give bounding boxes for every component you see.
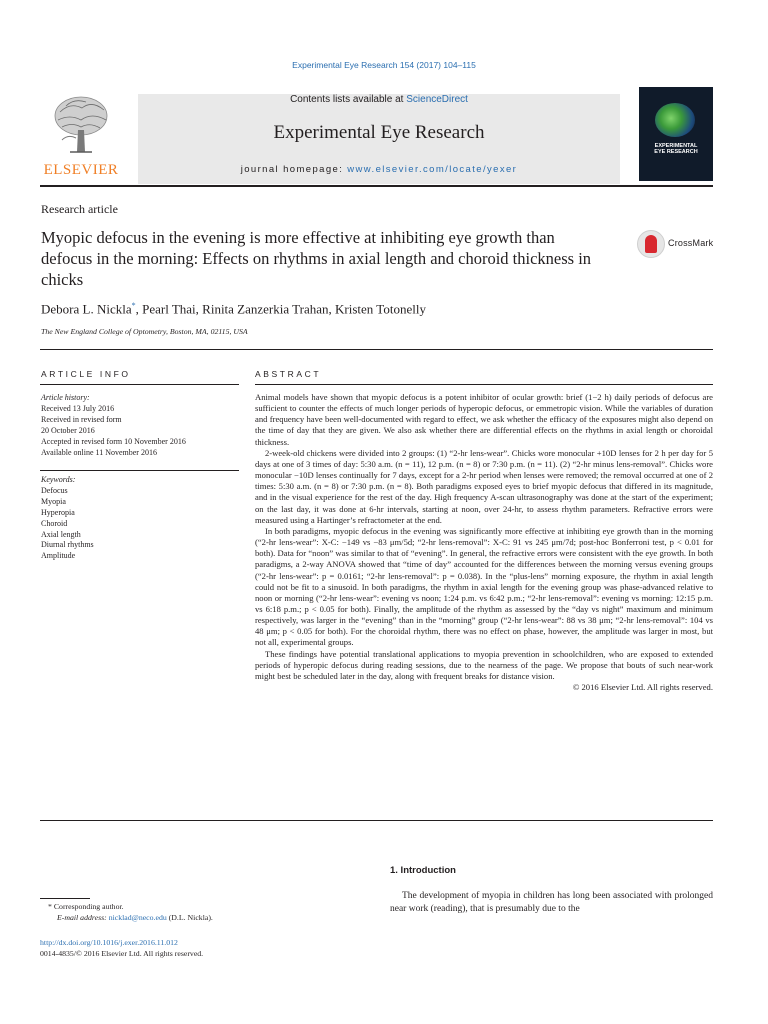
email-label: E-mail address: — [57, 912, 109, 922]
cover-title-line2: EYE RESEARCH — [654, 149, 698, 155]
keyword-item: Diurnal rhythms — [41, 540, 94, 550]
author-others: , Pearl Thai, Rinita Zanzerkia Trahan, Kristen Totonelly — [135, 301, 426, 317]
journal-homepage-line — [138, 164, 620, 175]
abstract-rule — [255, 384, 713, 385]
author-first: Debora L. Nickla — [41, 301, 132, 317]
article-info-heading: ARTICLE INFO — [41, 369, 131, 379]
doi-link[interactable]: http://dx.doi.org/10.1016/j.exer.2016.11.012 — [40, 938, 178, 947]
abstract-paragraph: Animal models have shown that myopic defocus is a potent inhibitor of ocular growth: brief (1−2 h) daily periods of defocus are sufficient to counter the effects of much longer periods of hyperopic defocus, or emmetropic vision. While the variables of duration and frequency have been well-documented with regard to effect, we ask whether the efficacy of the exposures might also depend on the time of day that they are given. We also ask whether there are differential effects on the rhythms in axial length or choroidal thickness. — [255, 392, 713, 447]
journal-header-band — [138, 94, 620, 184]
email-suffix: (D.L. Nickla). — [166, 912, 213, 922]
author-list — [41, 301, 426, 317]
cover-title — [639, 143, 713, 155]
introduction-text — [390, 890, 713, 916]
keyword-item: Hyperopia — [41, 507, 75, 517]
article-info-separator — [40, 470, 239, 471]
abstract-heading: ABSTRACT — [255, 369, 322, 379]
history-revised-date: 20 October 2016 — [41, 425, 95, 435]
abstract-paragraph: 2-week-old chickens were divided into 2 groups: (1) “2-hr lens-wear”. Chicks wore monocular +10D lenses for 2 h per day for 5 days at one of 3 times of day: 5:30 a.m. (n = 11), 12 p.m. (n = 8) or 7:30 p.m. (n = 11). (2) “2-hr minus lens-removal”. Chicks wore monocular −10D lenses continually for 7 days, except for a 2-hr period when lenses were removed; the removal occurred at one of 2 times: 5:30 a.m. (n = 8) or 7:30 p.m. (n = 8). Both paradigms exposed eyes to brief myopic defocus that differed in its magnitude, and in the visual experience for the rest of the day. High frequency A-scan ultrasonography was done at the start of the experiment; on the last day, it was done at 6-hr intervals, starting at noon, over 24-hr, to assess rhythm parameters. Refractive errors were measured using a Hartinger’s refractometer at the end. — [255, 447, 713, 525]
elsevier-wordmark: ELSEVIER — [43, 162, 119, 178]
abstract-paragraph: In both paradigms, myopic defocus in the evening was significantly more effective at inhibiting eye growth than in the morning (“2-hr lens-wear”: X-C: −149 vs −83 μm/5d; “2-hr lens-removal”: X-C: 91 vs 245 μm/7d; post-hoc Bonferroni test, p < 0.01 for both). Data for “noon” was similar to that of “evening”. In general, the refractive errors were consistent with the eye growth. In both paradigms, a 2-way ANOVA showed that “time of day” accounted for the differences between the morning versus evening groups (“2-hr lens-wear”: p = 0.0161; “2-hr lens-removal”: p = 0.038). In the “plus-lens” morning exposure, the rhythm in axial length could not be fit to a sinusoid. In both paradigms, the rhythm in axial length for the evening group was phase-advanced relative to noon or morning (“2-hr lens-wear”: evening vs noon; 1:24 p.m. vs 6:42 p.m.; “2-hr lens-removal”: evening vs morning: 12:15 p.m. vs 6:18 p.m.; p < 0.05 for both). Finally, the amplitude of the rhythm as assessed by the “day vs night” maximum and minimum respectively, was larger in the “evening” than in the “morning” group (“2-hr lens-wear”: 88 vs 38 μm; “2-hr lens-removal”: 104 vs 48 μm; p < 0.05 for both). For the choroidal rhythm, there was no effect on phase, however, the amplitude was larger in most, but not all, experimental groups. — [255, 525, 713, 648]
authors-rule — [40, 349, 713, 350]
header-rule — [40, 185, 713, 187]
homepage-link[interactable]: www.elsevier.com/locate/yexer — [347, 164, 518, 175]
introduction-paragraph: The development of myopia in children has long been associated with prolonged near work (reading), that is presumably due to the — [390, 891, 713, 914]
article-info-rule — [40, 384, 239, 385]
author-affiliation: The New England College of Optometry, Boston, MA, 02115, USA — [41, 327, 248, 336]
abstract-copyright: © 2016 Elsevier Ltd. All rights reserved. — [572, 682, 713, 693]
article-title: Myopic defocus in the evening is more effective at inhibiting eye growth than defocus in the morning: Effects on rhythms in axial length and choroid thickness in chicks — [41, 228, 592, 289]
keyword-item: Amplitude — [41, 551, 76, 561]
doi-block — [40, 937, 360, 959]
keyword-item: Defocus — [41, 485, 68, 495]
footnote-email-line — [40, 913, 360, 924]
footnote-rule — [40, 898, 90, 899]
crossmark-badge[interactable] — [637, 230, 717, 260]
issn-copyright: 0014-4835/© 2016 Elsevier Ltd. All rights reserved. — [40, 949, 204, 958]
introduction-heading: 1. Introduction — [390, 865, 456, 876]
footnote-mark: * Corresponding author. — [48, 902, 124, 911]
homepage-prefix: journal homepage: — [240, 164, 348, 175]
elsevier-logo[interactable] — [40, 92, 122, 184]
contents-prefix: Contents lists available at — [290, 94, 407, 105]
history-accepted: Accepted in revised form 10 November 2016 — [41, 436, 186, 446]
journal-title: Experimental Eye Research — [273, 122, 485, 143]
contents-available-line — [138, 94, 620, 105]
abstract-body — [255, 392, 713, 693]
cover-eye-image — [655, 103, 695, 137]
keywords-label: Keywords: — [41, 475, 76, 484]
crossmark-icon — [637, 230, 665, 258]
keywords — [41, 475, 241, 562]
abstract-bottom-rule — [40, 820, 713, 821]
author-email-link[interactable]: nicklad@neco.edu — [108, 912, 167, 922]
corresponding-author-mark[interactable]: * — [131, 301, 136, 310]
crossmark-label: CrossMark — [668, 238, 714, 248]
corresponding-author-footnote — [40, 902, 360, 924]
history-revised-label: Received in revised form — [41, 414, 122, 424]
journal-cover-thumbnail[interactable] — [639, 87, 713, 181]
keyword-item: Choroid — [41, 518, 68, 528]
cover-title-line1: EXPERIMENTAL — [654, 143, 698, 149]
sciencedirect-link[interactable]: ScienceDirect — [406, 94, 468, 105]
keyword-item: Myopia — [41, 496, 66, 506]
history-received: Received 13 July 2016 — [41, 403, 115, 413]
abstract-paragraph: These findings have potential translational applications to myopia prevention in schoolchildren, who are exposed to extended periods of hyperopic defocus during reading sessions, due to the nearness of the page. We propose that bouts of such near-work might best be scheduled later in the day, along with frequent breaks for distance vision. — [255, 648, 713, 681]
history-online: Available online 11 November 2016 — [41, 447, 157, 457]
elsevier-tree-icon — [52, 94, 110, 156]
article-history — [41, 393, 241, 458]
article-type: Research article — [41, 202, 118, 216]
history-label: Article history: — [41, 393, 90, 402]
keyword-item: Axial length — [41, 529, 81, 539]
journal-citation[interactable]: Experimental Eye Research 154 (2017) 104–115 — [292, 60, 476, 70]
